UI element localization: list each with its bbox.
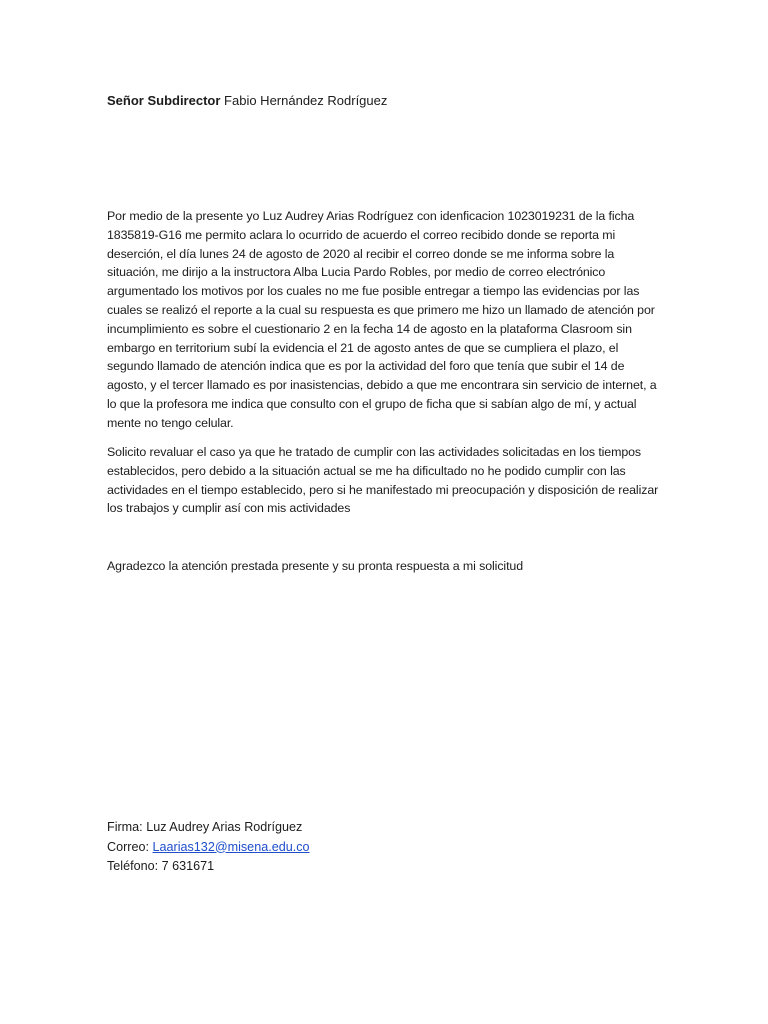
body-paragraph-1: Por medio de la presente yo Luz Audrey Arias Rodríguez con idenficacion 1023019231 de la ficha 1835819-G16 me permito aclara lo ocurrido de acuerdo el correo recibido donde se reporta mi deserción, el día lunes 24 de agosto de 2020 al recibir el correo donde se me informa sobre la situación, me dirijo a la instructora Alba Lucia Pardo Robles, por medio de correo electrónico argumentado los motivos por los cuales no me fue posible entregar a tiempo las evidencias por las cuales se realizó el reporte a la cual su respuesta es que primero me hizo un llamado de atención por incumplimiento es sobre el cuestionario 2 en la fecha 14 de agosto en la plataforma Clasroom sin embargo en territorium subí la evidencia el 21 de agosto antes de que se cumpliera el plazo, el segundo llamado de atención indica que es por la actividad del foro que tenía que subir el 14 de agosto, y el tercer llamado es por inasistencias, debido a que me encontrara sin servicio de internet, a lo que la profesora me indica que consulto con el grupo de ficha que si sabían algo de mí, y actual mente no tengo celular. xyxy=(107,209,657,430)
telefono-label: Teléfono: xyxy=(107,859,159,873)
firma-label: Firma: xyxy=(107,820,143,834)
closing-paragraph: Agradezco la atención prestada presente y su pronta respuesta a mi solicitud xyxy=(107,559,523,573)
body-paragraph-2: Solicito revaluar el caso ya que he tratado de cumplir con las actividades solicitadas en los tiempos establecidos, pero debido a la situación actual se me ha dificultado no he podido cumplir con las actividades en el tiempo establecido, pero si he manifestado mi preocupación y disposición de realizar los trabajos y cumplir así con mis actividades xyxy=(107,445,659,516)
telefono-value: 7 631671 xyxy=(161,859,215,873)
signature-telefono-line xyxy=(107,857,310,877)
signature-firma-line xyxy=(107,818,310,838)
greeting-title: Señor Subdirector xyxy=(107,93,221,108)
greeting-line xyxy=(107,92,387,110)
signature-correo-line xyxy=(107,838,310,858)
firma-value: Luz Audrey Arias Rodríguez xyxy=(146,820,303,834)
greeting-name: Fabio Hernández Rodríguez xyxy=(224,93,388,108)
signature-block xyxy=(107,818,310,877)
email-link[interactable]: Laarias132@misena.edu.co xyxy=(152,839,310,854)
correo-label: Correo: xyxy=(107,839,149,854)
